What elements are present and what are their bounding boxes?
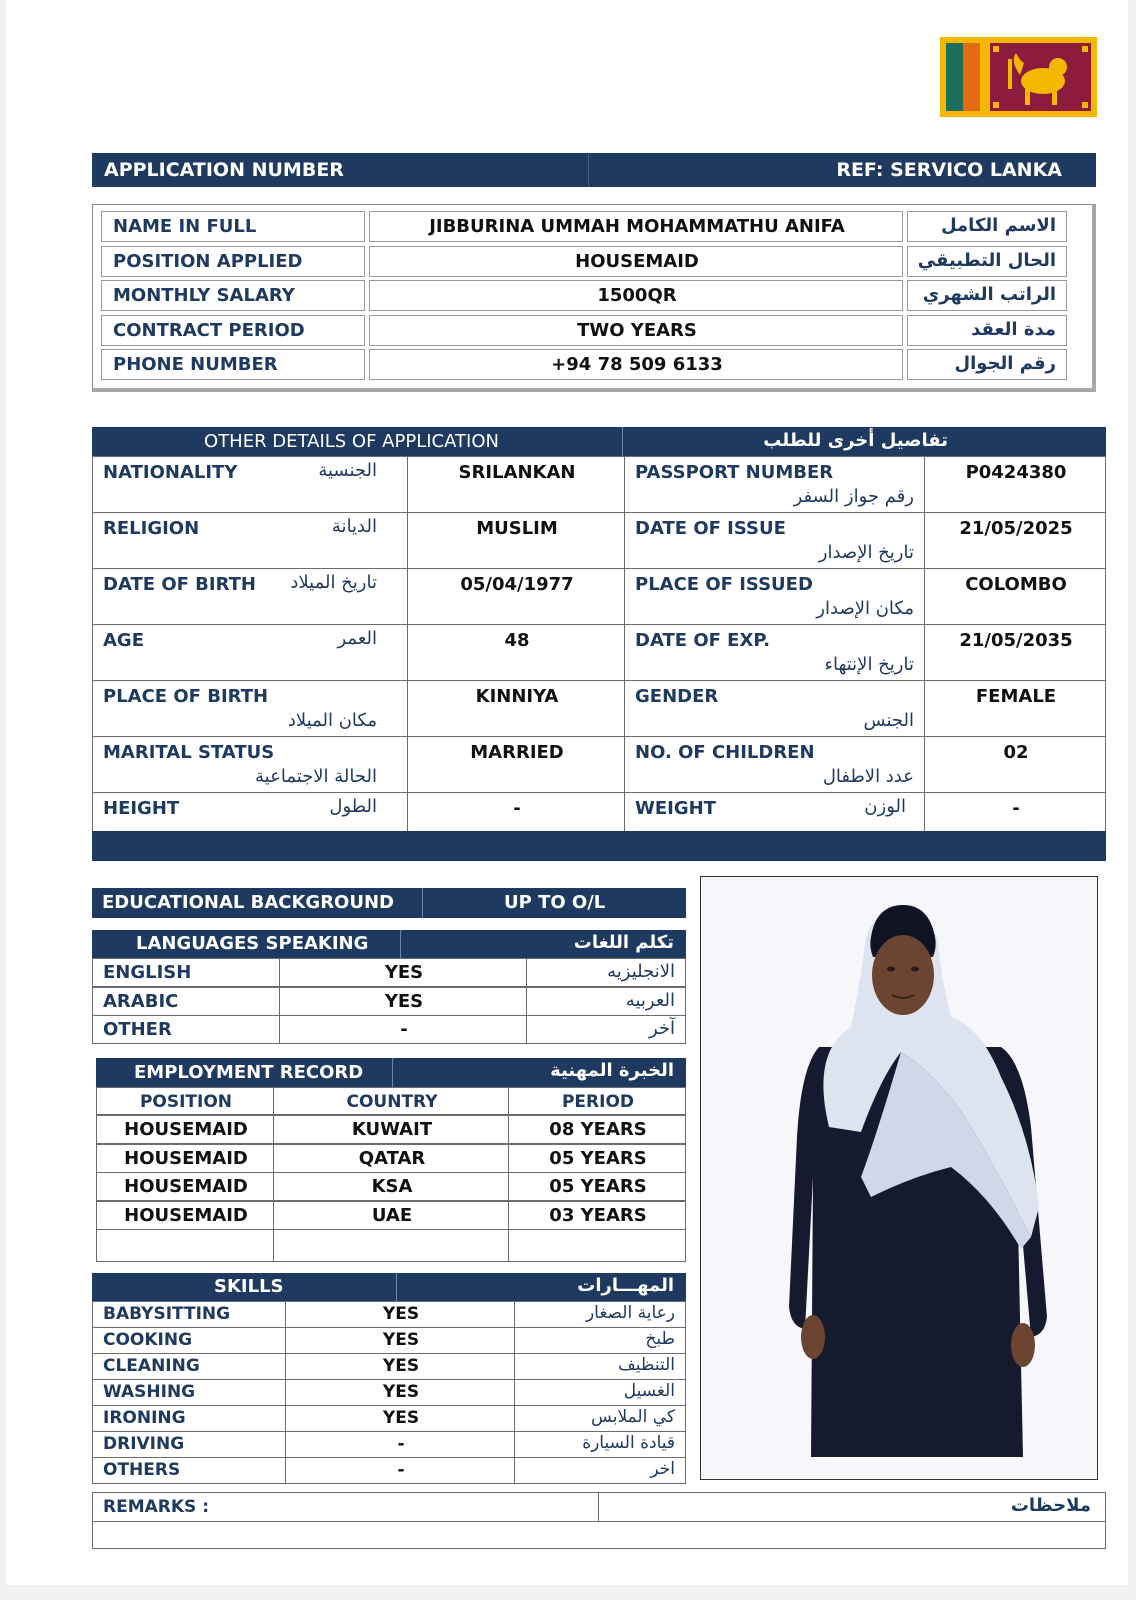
main-info-label-cell (101, 315, 365, 346)
employment-cell-value: UAE (371, 1204, 413, 1226)
details-right-arabic: الجنس (863, 710, 914, 731)
employment-column-header: COUNTRY (346, 1092, 438, 1112)
skill-value-cell (285, 1405, 515, 1432)
language-value-cell (279, 1015, 527, 1044)
languages-title-arabic: تكلم اللغات (573, 932, 674, 953)
details-left-value: SRILANKAN (458, 462, 576, 483)
main-info-table (92, 204, 1096, 392)
employment-cell (96, 1144, 274, 1173)
skill-row (92, 1405, 686, 1432)
details-right-value: P0424380 (965, 462, 1067, 483)
skill-name: WASHING (103, 1382, 196, 1402)
details-right-label-cell (624, 512, 925, 569)
employment-cell-value: 08 YEARS (549, 1119, 647, 1140)
language-arabic-cell (526, 958, 686, 987)
language-row (92, 1015, 686, 1044)
details-right-value: FEMALE (975, 686, 1057, 707)
application-number-label: APPLICATION NUMBER (104, 159, 344, 181)
details-right-label-cell (624, 680, 925, 737)
employment-row (96, 1115, 686, 1144)
main-info-label: MONTHLY SALARY (113, 285, 295, 306)
language-name: ARABIC (103, 990, 179, 1012)
main-info-row (93, 349, 1093, 381)
employment-cell-value: 05 YEARS (549, 1147, 647, 1169)
main-info-label-cell (101, 280, 365, 311)
employment-column-header: POSITION (139, 1092, 233, 1112)
skill-arabic: طبخ (645, 1329, 675, 1349)
main-info-label-cell (101, 211, 365, 242)
main-info-arabic-cell (907, 211, 1067, 242)
main-info-label-cell (101, 349, 365, 380)
skill-row (92, 1379, 686, 1406)
main-info-row (93, 280, 1093, 312)
details-left-label-cell (92, 512, 408, 569)
details-row (92, 792, 1106, 835)
skill-row (92, 1327, 686, 1354)
language-name-cell (92, 958, 280, 987)
details-left-arabic: الجنسية (318, 460, 377, 481)
main-info-arabic: مدة العقد (971, 318, 1056, 340)
skill-arabic-cell (514, 1327, 686, 1354)
skill-value-cell (285, 1431, 515, 1458)
employment-cell (96, 1172, 274, 1201)
employment-title-arabic: الخبرة المهنية (550, 1060, 674, 1081)
skill-value: YES (382, 1382, 420, 1402)
skill-value-cell (285, 1379, 515, 1406)
ref-label: REF: SERVICO LANKA (836, 159, 1062, 181)
skill-arabic-cell (514, 1301, 686, 1328)
skill-arabic-cell (514, 1379, 686, 1406)
skill-name-cell (92, 1301, 286, 1328)
language-value-cell (279, 987, 527, 1016)
skill-arabic-cell (514, 1353, 686, 1380)
skill-value-cell (285, 1457, 515, 1484)
main-info-label: PHONE NUMBER (113, 354, 278, 375)
details-right-value-cell (924, 624, 1106, 681)
skill-name: CLEANING (103, 1356, 200, 1376)
main-info-row (93, 246, 1093, 278)
details-left-label-cell (92, 680, 408, 737)
main-info-row (93, 315, 1093, 347)
details-right-arabic: رقم جواز السفر (793, 486, 914, 507)
skill-row (92, 1457, 686, 1484)
skill-value-cell (285, 1353, 515, 1380)
skill-name-cell (92, 1405, 286, 1432)
skill-value-cell (285, 1301, 515, 1328)
skill-name-cell (92, 1431, 286, 1458)
details-left-value-cell (407, 512, 625, 569)
skill-name: DRIVING (103, 1434, 185, 1454)
skill-name-cell (92, 1353, 286, 1380)
details-right-value-cell (924, 680, 1106, 737)
details-left-label-cell (92, 736, 408, 793)
main-info-label: NAME IN FULL (113, 216, 257, 237)
language-name: OTHER (103, 1019, 172, 1040)
details-left-label-cell (92, 792, 408, 836)
languages-table (92, 958, 686, 1045)
language-arabic: آخر (648, 1018, 675, 1039)
details-left-value: 05/04/1977 (460, 574, 574, 595)
employment-column-headers (96, 1087, 686, 1115)
employment-column-header-cell (273, 1087, 509, 1115)
main-info-label: CONTRACT PERIOD (113, 319, 305, 341)
employment-cell (273, 1115, 509, 1144)
details-left-value-cell (407, 736, 625, 793)
details-right-arabic: مكان الإصدار (816, 598, 914, 619)
language-arabic: العربيه (625, 989, 675, 1011)
details-right-value: COLOMBO (965, 574, 1067, 595)
employment-cell-value: HOUSEMAID (124, 1176, 248, 1197)
skill-value: YES (382, 1356, 420, 1376)
details-right-label-cell (624, 792, 925, 836)
details-right-value: 21/05/2035 (959, 630, 1073, 651)
employment-cell (96, 1201, 274, 1230)
details-left-value: MUSLIM (476, 518, 558, 539)
details-right-label-cell (624, 624, 925, 681)
details-left-value: KINNIYA (475, 686, 559, 707)
education-bar (92, 888, 686, 918)
skill-arabic: قيادة السيارة (582, 1433, 675, 1453)
main-info-value: TWO YEARS (577, 319, 697, 341)
remarks-label: REMARKS : (103, 1497, 210, 1517)
details-left-label-cell (92, 456, 408, 513)
employment-cell (273, 1172, 509, 1201)
employment-title: EMPLOYMENT RECORD (134, 1062, 364, 1083)
details-row (92, 456, 1106, 512)
skill-value: YES (382, 1304, 420, 1324)
skill-name: COOKING (103, 1330, 193, 1350)
details-right-label: DATE OF EXP. (635, 630, 771, 651)
languages-title: LANGUAGES SPEAKING (136, 933, 369, 954)
employment-cell (273, 1201, 509, 1230)
details-right-label: GENDER (635, 686, 719, 707)
details-right-label: WEIGHT (635, 798, 716, 819)
skills-table (92, 1301, 686, 1484)
other-details-footer-bar (92, 831, 1106, 861)
language-arabic-cell (526, 1015, 686, 1044)
other-details-table (92, 456, 1106, 831)
details-left-value: MARRIED (470, 742, 564, 763)
skills-title-arabic: المهـــارات (577, 1275, 674, 1296)
details-left-arabic: الطول (329, 796, 377, 817)
main-info-arabic: الراتب الشهري (922, 284, 1056, 305)
employment-cell (273, 1144, 509, 1173)
details-row (92, 736, 1106, 792)
skill-value: YES (382, 1330, 420, 1350)
details-right-arabic: عدد الاطفال (822, 766, 914, 787)
employment-header (96, 1058, 686, 1087)
main-info-arabic: رقم الجوال (954, 353, 1056, 374)
language-name-cell (92, 987, 280, 1016)
language-value-cell (279, 958, 527, 987)
skill-arabic: كي الملابس (591, 1407, 675, 1427)
main-info-arabic-cell (907, 315, 1067, 346)
details-left-arabic: الديانة (331, 516, 377, 537)
skills-header (92, 1273, 686, 1301)
employment-blank-row (96, 1229, 686, 1262)
employment-row (96, 1144, 686, 1173)
skills-title: SKILLS (214, 1276, 284, 1297)
details-right-label: NO. OF CHILDREN (635, 742, 815, 763)
details-left-label: PLACE OF BIRTH (103, 686, 269, 707)
main-info-value: +94 78 509 6133 (551, 354, 723, 375)
details-left-arabic: تاريخ الميلاد (290, 572, 377, 593)
details-left-arabic: مكان الميلاد (287, 710, 377, 731)
details-row (92, 624, 1106, 680)
skill-name: OTHERS (103, 1460, 181, 1480)
skill-value: - (397, 1460, 405, 1480)
details-left-label: DATE OF BIRTH (103, 574, 256, 595)
main-info-value-cell (369, 280, 903, 311)
details-left-label-cell (92, 624, 408, 681)
details-row (92, 512, 1106, 568)
details-left-label: AGE (103, 630, 145, 651)
employment-cell (508, 1172, 686, 1201)
employment-cell-value: HOUSEMAID (124, 1119, 248, 1140)
details-left-label: MARITAL STATUS (103, 742, 275, 763)
details-left-value-cell (407, 792, 625, 836)
employment-column-header: PERIOD (561, 1092, 635, 1112)
details-right-label: PLACE OF ISSUED (635, 574, 813, 595)
details-right-label-cell (624, 736, 925, 793)
main-info-value-cell (369, 211, 903, 242)
remarks-arabic: ملاحظات (1010, 1495, 1091, 1516)
employment-cell (508, 1144, 686, 1173)
skill-arabic-cell (514, 1457, 686, 1484)
employment-cell-value: HOUSEMAID (124, 1204, 248, 1226)
details-right-value: 02 (1003, 742, 1029, 763)
details-right-value-cell (924, 512, 1106, 569)
skill-arabic: اخر (650, 1459, 675, 1479)
details-left-value-cell (407, 680, 625, 737)
remarks-label-cell (92, 1492, 599, 1522)
details-row (92, 568, 1106, 624)
details-row (92, 680, 1106, 736)
employment-cell (508, 1229, 686, 1262)
applicant-photo (700, 876, 1098, 1480)
skill-name-cell (92, 1327, 286, 1354)
details-left-label: RELIGION (103, 518, 200, 539)
main-info-value-cell (369, 246, 903, 277)
employment-column-header-cell (96, 1087, 274, 1115)
other-details-header (92, 427, 1106, 456)
skill-arabic: الغسيل (623, 1381, 675, 1401)
skill-row (92, 1431, 686, 1458)
employment-cell-value: QATAR (358, 1147, 426, 1169)
remarks-box (92, 1492, 1106, 1549)
employment-cell-value: 05 YEARS (549, 1176, 647, 1197)
employment-row (96, 1172, 686, 1201)
main-info-label: POSITION APPLIED (113, 250, 303, 272)
language-value: - (400, 1019, 408, 1040)
sri-lanka-flag-icon (940, 37, 1097, 117)
details-right-value-cell (924, 792, 1106, 836)
main-info-arabic-cell (907, 280, 1067, 311)
details-left-value-cell (407, 568, 625, 625)
main-info-label-cell (101, 246, 365, 277)
details-right-value: 21/05/2025 (959, 518, 1073, 539)
main-info-arabic-cell (907, 349, 1067, 380)
details-right-label-cell (624, 568, 925, 625)
language-value: YES (384, 990, 424, 1012)
details-left-label: NATIONALITY (103, 462, 238, 483)
details-right-arabic: تاريخ الإنتهاء (824, 654, 914, 675)
details-right-value-cell (924, 456, 1106, 513)
skill-value: - (397, 1434, 405, 1454)
employment-table (96, 1087, 686, 1262)
details-left-label-cell (92, 568, 408, 625)
skill-value: YES (382, 1408, 420, 1428)
employment-cell-value: KSA (371, 1176, 413, 1197)
language-name: ENGLISH (103, 962, 192, 983)
skill-value-cell (285, 1327, 515, 1354)
skill-name-cell (92, 1379, 286, 1406)
details-left-value: - (513, 798, 521, 819)
skill-row (92, 1353, 686, 1380)
language-row (92, 987, 686, 1016)
details-right-value-cell (924, 568, 1106, 625)
employment-cell (96, 1229, 274, 1262)
education-value: UP TO O/L (504, 892, 606, 913)
details-left-label: HEIGHT (103, 798, 180, 819)
skill-arabic: رعاية الصغار (585, 1303, 675, 1323)
main-info-value-cell (369, 315, 903, 346)
languages-header (92, 930, 686, 958)
remarks-input-area[interactable] (92, 1521, 1106, 1549)
other-details-title: OTHER DETAILS OF APPLICATION (204, 431, 499, 452)
details-right-value: - (1012, 798, 1020, 819)
details-right-arabic: الوزن (864, 796, 906, 817)
other-details-title-arabic: تفاصيل أخرى للطلب (763, 430, 948, 451)
language-arabic-cell (526, 987, 686, 1016)
skill-arabic-cell (514, 1405, 686, 1432)
language-name-cell (92, 1015, 280, 1044)
employment-cell (96, 1115, 274, 1144)
skill-name: IRONING (103, 1408, 186, 1428)
application-form (6, 0, 1128, 1585)
details-left-value: 48 (504, 630, 530, 651)
language-value: YES (384, 962, 424, 983)
header-bar (92, 153, 1096, 187)
employment-cell (508, 1201, 686, 1230)
main-info-arabic: الحال التطبيقي (917, 249, 1056, 271)
details-right-arabic: تاريخ الإصدار (818, 542, 914, 563)
details-right-value-cell (924, 736, 1106, 793)
main-info-arabic-cell (907, 246, 1067, 277)
skill-name: BABYSITTING (103, 1304, 231, 1324)
employment-cell (508, 1115, 686, 1144)
details-left-value-cell (407, 624, 625, 681)
skill-arabic: التنظيف (618, 1355, 675, 1375)
main-info-value: HOUSEMAID (575, 250, 699, 272)
main-info-arabic: الاسم الكامل (940, 215, 1056, 236)
education-label: EDUCATIONAL BACKGROUND (102, 892, 394, 913)
employment-cell-value: KUWAIT (351, 1119, 433, 1140)
main-info-value: 1500QR (597, 285, 677, 306)
employment-row (96, 1201, 686, 1230)
main-info-row (93, 211, 1093, 243)
employment-cell-value: 03 YEARS (549, 1204, 647, 1226)
details-right-label: DATE OF ISSUE (635, 518, 786, 539)
details-left-arabic: الحالة الاجتماعية (255, 766, 377, 787)
details-left-arabic: العمر (337, 628, 377, 649)
details-right-label-cell (624, 456, 925, 513)
employment-cell (273, 1229, 509, 1262)
skill-arabic-cell (514, 1431, 686, 1458)
skill-row (92, 1301, 686, 1328)
language-row (92, 958, 686, 987)
language-arabic: الانجليزيه (607, 961, 675, 982)
details-right-label: PASSPORT NUMBER (635, 462, 834, 483)
details-left-value-cell (407, 456, 625, 513)
main-info-value-cell (369, 349, 903, 380)
main-info-value: JIBBURINA UMMAH MOHAMMATHU ANIFA (429, 216, 845, 237)
employment-column-header-cell (508, 1087, 686, 1115)
skill-name-cell (92, 1457, 286, 1484)
employment-cell-value: HOUSEMAID (124, 1147, 248, 1169)
remarks-arabic-cell (598, 1492, 1106, 1522)
